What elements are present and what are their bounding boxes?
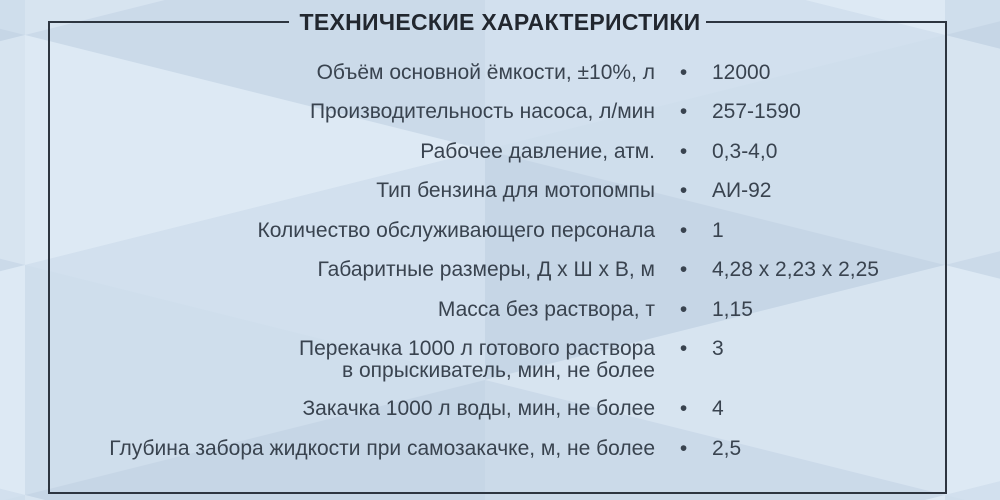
spec-row bbox=[48, 251, 947, 291]
spec-label-line: Габаритные размеры, Д х Ш х В, м bbox=[317, 258, 655, 282]
spec-value: 257-1590 bbox=[712, 100, 801, 124]
spec-label-line: Объём основной ёмкости, ±10%, л bbox=[316, 60, 655, 84]
spec-label bbox=[48, 101, 655, 123]
spec-label bbox=[48, 338, 655, 382]
spec-value: 4,28 x 2,23 x 2,25 bbox=[712, 258, 879, 282]
bullet-icon: • bbox=[679, 336, 688, 360]
bullet-icon: • bbox=[679, 218, 688, 242]
spec-table bbox=[48, 53, 947, 469]
spec-label-line: Масса без раствора, т bbox=[437, 297, 655, 321]
spec-value: 12000 bbox=[712, 60, 771, 84]
spec-label-line: в опрыскиватель, мин, не более bbox=[341, 358, 655, 382]
spec-row bbox=[48, 290, 947, 330]
spec-label-line: Количество обслуживающего персонала bbox=[257, 218, 655, 242]
spec-label-line: Тип бензина для мотопомпы bbox=[376, 179, 655, 203]
spec-row bbox=[48, 211, 947, 251]
spec-value: 1 bbox=[712, 218, 724, 242]
spec-label-line: Производительность насоса, л/мин bbox=[309, 100, 655, 124]
spec-row bbox=[48, 429, 947, 469]
spec-value: 0,3-4,0 bbox=[712, 139, 778, 163]
spec-label-line: Перекачка 1000 л готового раствора bbox=[299, 336, 655, 360]
spec-label bbox=[48, 259, 655, 281]
spec-row bbox=[48, 53, 947, 93]
bullet-icon: • bbox=[679, 139, 688, 163]
bullet-icon: • bbox=[679, 100, 688, 124]
spec-value: 3 bbox=[712, 336, 724, 360]
page-title: ТЕХНИЧЕСКИЕ ХАРАКТЕРИСТИКИ bbox=[299, 9, 701, 35]
spec-value: 2,5 bbox=[712, 436, 742, 460]
bullet-icon: • bbox=[679, 60, 688, 84]
spec-label bbox=[48, 141, 655, 163]
bullet-icon: • bbox=[679, 297, 688, 321]
spec-label-line: Закачка 1000 л воды, мин, не более bbox=[302, 397, 655, 421]
spec-label bbox=[48, 62, 655, 84]
spec-value: 1,15 bbox=[712, 297, 753, 321]
spec-row bbox=[48, 93, 947, 133]
bullet-icon: • bbox=[679, 179, 688, 203]
bullet-icon: • bbox=[679, 397, 688, 421]
spec-value: АИ-92 bbox=[712, 179, 772, 203]
spec-value: 4 bbox=[712, 397, 724, 421]
spec-row bbox=[48, 132, 947, 172]
spec-row bbox=[48, 330, 947, 390]
spec-label-line: Глубина забора жидкости при самозакачке, м, не более bbox=[109, 436, 655, 460]
spec-label bbox=[48, 299, 655, 321]
spec-label bbox=[48, 180, 655, 202]
spec-row bbox=[48, 390, 947, 430]
bullet-icon: • bbox=[679, 258, 688, 282]
spec-label bbox=[48, 438, 655, 460]
spec-label bbox=[48, 398, 655, 420]
spec-label-line: Рабочее давление, атм. bbox=[420, 139, 655, 163]
spec-label bbox=[48, 220, 655, 242]
spec-row bbox=[48, 172, 947, 212]
bullet-icon: • bbox=[679, 436, 688, 460]
